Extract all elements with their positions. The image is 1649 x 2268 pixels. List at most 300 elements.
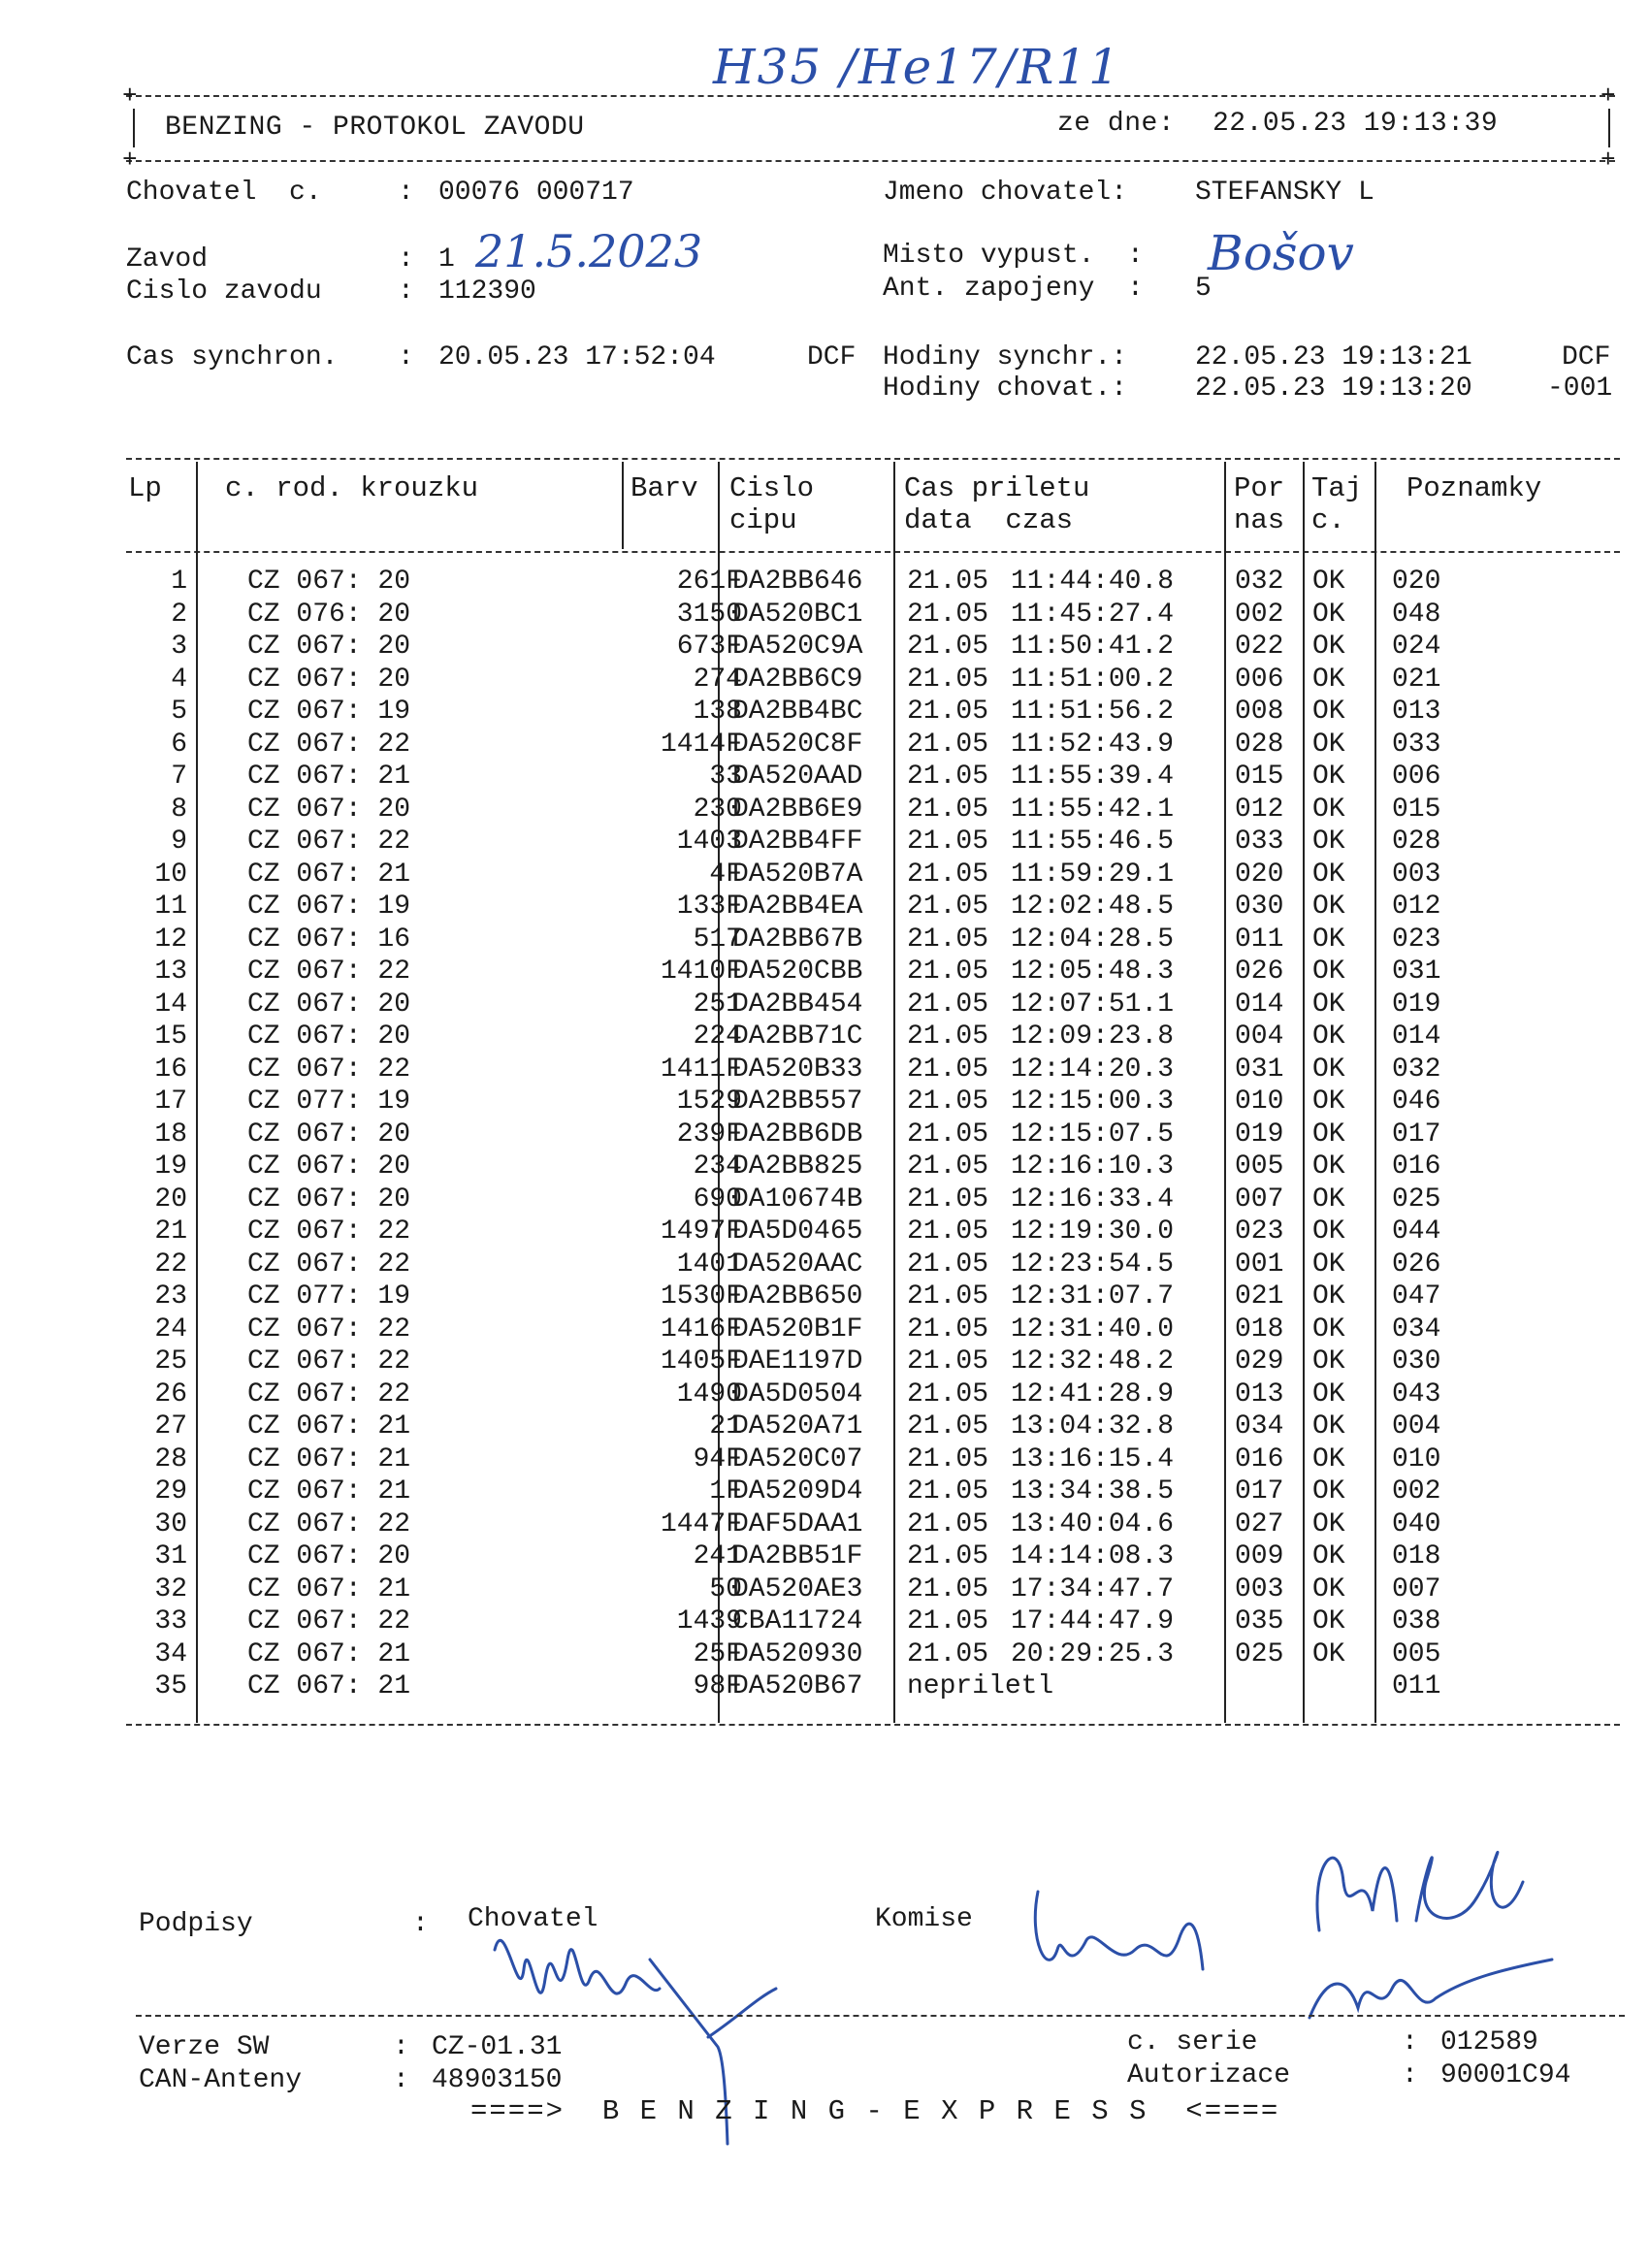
row-secret-check: OK (1312, 891, 1345, 922)
row-country-code: CZ 067: 20 (247, 1151, 411, 1182)
row-arrival-date: 21.05 (907, 1411, 989, 1442)
ant-value: 5 (1195, 274, 1212, 304)
row-order: 026 (1235, 956, 1284, 987)
row-order: 015 (1235, 761, 1284, 792)
table-row: 6 CZ 067: 22 1414F DA520C8F 21.05 028 OK 033 11:52:43.9 (126, 729, 1620, 762)
row-arrival-date: 21.05 (907, 1183, 989, 1215)
header-right-border (1608, 109, 1610, 147)
row-order: 014 (1235, 988, 1284, 1020)
row-lp: 23 (154, 1281, 187, 1312)
row-arrival-time: 13:40:04.6 (1011, 1508, 1175, 1539)
row-note: 031 (1392, 956, 1441, 987)
row-ring-number: 1447F (660, 1508, 742, 1539)
row-arrival-date: 21.05 (907, 1281, 989, 1312)
colon: : (398, 178, 414, 208)
row-lp: 5 (171, 697, 187, 727)
row-arrival-time: 12:15:00.3 (1011, 1086, 1175, 1117)
row-ring-number: 230 (693, 794, 742, 825)
row-ring-number: 241 (693, 1541, 742, 1571)
row-lp: 3 (171, 632, 187, 662)
row-note: 048 (1392, 599, 1441, 630)
row-ring-number: 21 (709, 1411, 742, 1442)
row-country-code: CZ 067: 19 (247, 697, 411, 727)
row-country-code: CZ 067: 21 (247, 761, 411, 792)
row-secret-check: OK (1312, 567, 1345, 597)
row-order: 023 (1235, 1216, 1284, 1247)
row-note: 011 (1392, 1671, 1441, 1701)
row-arrival-date: 21.05 (907, 599, 989, 630)
row-ring-number: 50 (709, 1573, 742, 1604)
row-order: 019 (1235, 1118, 1284, 1150)
table-row: 17 CZ 077: 19 1529 DA2BB557 21.05 010 OK 046 12:15:00.3 (126, 1086, 1620, 1119)
row-order: 013 (1235, 1378, 1284, 1409)
corner-plus: + (1600, 146, 1616, 175)
row-note: 030 (1392, 1346, 1441, 1377)
table-row: 16 CZ 067: 22 1411F DA520B33 21.05 031 OK 032 12:14:20.3 (126, 1054, 1620, 1087)
row-arrival-time: 11:51:56.2 (1011, 697, 1175, 727)
row-arrival-time: 11:55:46.5 (1011, 826, 1175, 857)
row-arrival-date: 21.05 (907, 1476, 989, 1507)
footer-top-border (136, 2015, 1625, 2017)
row-lp: 1 (171, 567, 187, 597)
row-secret-check: OK (1312, 1313, 1345, 1345)
table-row: 4 CZ 067: 20 274 DA2BB6C9 21.05 006 OK 021 11:51:00.2 (126, 664, 1620, 697)
row-country-code: CZ 067: 22 (247, 1053, 411, 1085)
header-chip-1: Cislo (729, 472, 815, 504)
row-ring-number: 1411F (660, 1053, 742, 1085)
row-secret-check: OK (1312, 794, 1345, 825)
row-order: 017 (1235, 1476, 1284, 1507)
row-secret-check: OK (1312, 1378, 1345, 1409)
table-row: 1 CZ 067: 20 261F DA2BB646 21.05 032 OK 020 11:44:40.8 (126, 567, 1620, 599)
row-secret-check: OK (1312, 1573, 1345, 1604)
row-arrival-time: 12:31:07.7 (1011, 1281, 1175, 1312)
table-row: 7 CZ 067: 21 33 DA520AAD 21.05 015 OK 006 11:55:39.4 (126, 761, 1620, 794)
row-country-code: CZ 067: 20 (247, 567, 411, 597)
row-secret-check: OK (1312, 859, 1345, 890)
table-row: 33 CZ 067: 22 1439 CBA11724 21.05 035 OK 038 17:44:47.9 (126, 1606, 1620, 1639)
row-lp: 18 (154, 1118, 187, 1150)
table-row: 15 CZ 067: 20 224 DA2BB71C 21.05 004 OK 014 12:09:23.8 (126, 1021, 1620, 1054)
row-order: 025 (1235, 1638, 1284, 1669)
table-row: 34 CZ 067: 21 25F DA520930 21.05 025 OK 005 20:29:25.3 (126, 1639, 1620, 1672)
row-secret-check: OK (1312, 1216, 1345, 1247)
row-ring-number: 1530F (660, 1281, 742, 1312)
table-row: 20 CZ 067: 20 690 DA10674B 21.05 007 OK 025 12:16:33.4 (126, 1184, 1620, 1217)
row-ring-number: 94F (693, 1443, 742, 1474)
header-cas-2: data czas (904, 504, 1074, 536)
row-note: 020 (1392, 567, 1441, 597)
row-arrival-time: 13:04:32.8 (1011, 1411, 1175, 1442)
row-lp: 19 (154, 1151, 187, 1182)
row-ring-number: 4F (709, 859, 742, 890)
misto-handwritten: Bošov (1208, 225, 1354, 281)
row-arrival-date: 21.05 (907, 923, 989, 955)
row-country-code: CZ 067: 22 (247, 1248, 411, 1280)
row-arrival-time: 12:32:48.2 (1011, 1346, 1175, 1377)
row-country-code: CZ 067: 16 (247, 923, 411, 955)
row-note: 010 (1392, 1443, 1441, 1474)
zavod-value: 1 (438, 244, 455, 275)
row-order: 012 (1235, 794, 1284, 825)
zavod-label: Zavod (126, 244, 209, 275)
row-order: 004 (1235, 1021, 1284, 1052)
row-lp: 7 (171, 761, 187, 792)
row-ring-number: 251 (693, 988, 742, 1020)
row-order: 028 (1235, 729, 1284, 760)
table-row: 2 CZ 076: 20 3150 DA520BC1 21.05 002 OK 048 11:45:27.4 (126, 599, 1620, 632)
row-arrival-time: 12:09:23.8 (1011, 1021, 1175, 1052)
header-cas-1: Cas priletu (904, 472, 1090, 504)
row-order: 001 (1235, 1248, 1284, 1280)
row-lp: 13 (154, 956, 187, 987)
header-left-border (133, 109, 135, 147)
row-secret-check: OK (1312, 1086, 1345, 1117)
row-lp: 15 (154, 1021, 187, 1052)
row-ring-number: 517 (693, 923, 742, 955)
komise-label: Komise (875, 1904, 973, 1934)
row-note: 028 (1392, 826, 1441, 857)
row-arrival-date: 21.05 (907, 632, 989, 662)
table-row: 13 CZ 067: 22 1410F DA520CBB 21.05 026 OK 031 12:05:48.3 (126, 956, 1620, 989)
row-secret-check: OK (1312, 632, 1345, 662)
row-arrival-time: 14:14:08.3 (1011, 1541, 1175, 1571)
row-arrival-date: 21.05 (907, 956, 989, 987)
row-ring-number: 1439 (676, 1606, 742, 1636)
row-country-code: CZ 067: 20 (247, 664, 411, 695)
row-ring-number: 138 (693, 697, 742, 727)
signature-komise-2-drawing (1271, 1824, 1562, 2037)
table-row: 28 CZ 067: 21 94F DA520C07 21.05 016 OK 010 13:16:15.4 (126, 1444, 1620, 1477)
table-row: 18 CZ 067: 20 239F DA2BB6DB 21.05 019 OK 017 12:15:07.5 (126, 1119, 1620, 1152)
row-note: 014 (1392, 1021, 1441, 1052)
row-arrival-date: 21.05 (907, 859, 989, 890)
row-lp: 26 (154, 1378, 187, 1409)
header-poznamky: Poznamky (1406, 472, 1542, 504)
row-arrival-time: 12:04:28.5 (1011, 923, 1175, 955)
cislo-label: Cislo zavodu (126, 276, 322, 307)
colon: : (398, 276, 414, 307)
row-arrival-time: 12:41:28.9 (1011, 1378, 1175, 1409)
row-arrival-time: 17:44:47.9 (1011, 1606, 1175, 1636)
row-arrival-date: 21.05 (907, 1378, 989, 1409)
row-note: 021 (1392, 664, 1441, 695)
row-order: 006 (1235, 664, 1284, 695)
table-row: 14 CZ 067: 20 251 DA2BB454 21.05 014 OK 019 12:07:51.1 (126, 989, 1620, 1022)
row-note: 032 (1392, 1053, 1441, 1085)
corner-plus: + (122, 146, 138, 175)
row-arrival-time: 11:50:41.2 (1011, 632, 1175, 662)
row-order: 035 (1235, 1606, 1284, 1636)
row-country-code: CZ 067: 20 (247, 1183, 411, 1215)
row-ring-number: 673F (676, 632, 742, 662)
row-arrival-date: 21.05 (907, 697, 989, 727)
row-arrival-time: 12:19:30.0 (1011, 1216, 1175, 1247)
row-order: 020 (1235, 859, 1284, 890)
row-country-code: CZ 067: 22 (247, 826, 411, 857)
row-arrival-date: 21.05 (907, 1021, 989, 1052)
row-arrival-time: 11:52:43.9 (1011, 729, 1175, 760)
table-row: 35 CZ 067: 21 98F DA520B67 nepriletl 011 (126, 1671, 1620, 1704)
row-secret-check: OK (1312, 697, 1345, 727)
header-top-border (126, 95, 1615, 97)
row-arrival-date: 21.05 (907, 1151, 989, 1182)
row-arrival-date: 21.05 (907, 1346, 989, 1377)
row-lp: 27 (154, 1411, 187, 1442)
row-lp: 34 (154, 1638, 187, 1669)
row-country-code: CZ 067: 21 (247, 1638, 411, 1669)
row-arrival-date: 21.05 (907, 1313, 989, 1345)
colon: : (412, 1909, 429, 1939)
row-secret-check: OK (1312, 1021, 1345, 1052)
row-arrival-time: 12:02:48.5 (1011, 891, 1175, 922)
row-order: 027 (1235, 1508, 1284, 1539)
row-note: 033 (1392, 729, 1441, 760)
row-country-code: CZ 067: 22 (247, 729, 411, 760)
table-row: 25 CZ 067: 22 1405F DAE1197D 21.05 029 OK 030 12:32:48.2 (126, 1346, 1620, 1379)
row-country-code: CZ 067: 20 (247, 1541, 411, 1571)
table-row: 24 CZ 067: 22 1416F DA520B1F 21.05 018 OK 034 12:31:40.0 (126, 1314, 1620, 1347)
row-arrival-time: 11:59:29.1 (1011, 859, 1175, 890)
row-country-code: CZ 067: 20 (247, 988, 411, 1020)
row-note: 025 (1392, 1183, 1441, 1215)
row-lp: 28 (154, 1443, 187, 1474)
row-arrival-time: 12:07:51.1 (1011, 988, 1175, 1020)
row-note: 038 (1392, 1606, 1441, 1636)
row-lp: 8 (171, 794, 187, 825)
row-secret-check: OK (1312, 1476, 1345, 1507)
row-arrival-date: 21.05 (907, 1248, 989, 1280)
row-secret-check: OK (1312, 599, 1345, 630)
row-order: 021 (1235, 1281, 1284, 1312)
hodiny-chovat-diff: -001 (1547, 373, 1613, 404)
row-secret-check: OK (1312, 1248, 1345, 1280)
row-order: 002 (1235, 599, 1284, 630)
row-lp: 11 (154, 891, 187, 922)
row-arrival-date: nepriletl (907, 1671, 1054, 1701)
row-note: 012 (1392, 891, 1441, 922)
report-date-value: 22.05.23 19:13:39 (1212, 109, 1499, 139)
verze-label: Verze SW (139, 2032, 270, 2062)
table-row: 29 CZ 067: 21 1F DA5209D4 21.05 017 OK 002 13:34:38.5 (126, 1476, 1620, 1509)
header-lp: Lp (128, 472, 162, 504)
header-ring: c. rod. krouzku (225, 472, 479, 504)
row-country-code: CZ 067: 21 (247, 1443, 411, 1474)
row-ring-number: 274 (693, 664, 742, 695)
row-arrival-time: 11:55:39.4 (1011, 761, 1175, 792)
verze-value: CZ-01.31 (432, 2032, 563, 2062)
cas-synchron-source: DCF (807, 342, 857, 373)
colon: : (393, 2065, 409, 2095)
header-bottom-border (126, 160, 1615, 162)
row-note: 003 (1392, 859, 1441, 890)
row-ring-number: 1405F (660, 1346, 742, 1377)
row-arrival-time: 12:16:33.4 (1011, 1183, 1175, 1215)
row-order: 018 (1235, 1313, 1284, 1345)
row-lp: 30 (154, 1508, 187, 1539)
table-row: 10 CZ 067: 21 4F DA520B7A 21.05 020 OK 003 11:59:29.1 (126, 859, 1620, 892)
header-barv: Barv (630, 472, 698, 504)
jmeno-label: Jmeno chovatel: (883, 178, 1128, 208)
header-por-2: nas (1234, 504, 1285, 536)
hodiny-synchr-value: 22.05.23 19:13:21 (1195, 342, 1472, 373)
cas-synchron-value: 20.05.23 17:52:04 (438, 342, 716, 373)
row-ring-number: 33 (709, 761, 742, 792)
row-country-code: CZ 067: 22 (247, 1378, 411, 1409)
row-order: 008 (1235, 697, 1284, 727)
row-arrival-date: 21.05 (907, 1086, 989, 1117)
row-order: 003 (1235, 1573, 1284, 1604)
signature-komise-1-drawing (1018, 1882, 1271, 2008)
row-arrival-time: 20:29:25.3 (1011, 1638, 1175, 1669)
row-note: 024 (1392, 632, 1441, 662)
row-arrival-time: 13:34:38.5 (1011, 1476, 1175, 1507)
row-order: 016 (1235, 1443, 1284, 1474)
table-bottom-border (126, 1724, 1620, 1726)
row-arrival-date: 21.05 (907, 1216, 989, 1247)
row-arrival-date: 21.05 (907, 1541, 989, 1571)
row-order: 005 (1235, 1151, 1284, 1182)
table-row: 5 CZ 067: 19 138 DA2BB4BC 21.05 008 OK 013 11:51:56.2 (126, 697, 1620, 729)
row-note: 026 (1392, 1248, 1441, 1280)
row-secret-check: OK (1312, 761, 1345, 792)
document-title: BENZING - PROTOKOL ZAVODU (165, 113, 585, 143)
row-country-code: CZ 067: 22 (247, 1346, 411, 1377)
row-secret-check: OK (1312, 664, 1345, 695)
can-value: 48903150 (432, 2065, 563, 2095)
row-ring-number: 1410F (660, 956, 742, 987)
row-lp: 31 (154, 1541, 187, 1571)
row-country-code: CZ 067: 19 (247, 891, 411, 922)
table-row: 8 CZ 067: 20 230 DA2BB6E9 21.05 012 OK 015 11:55:42.1 (126, 794, 1620, 827)
row-note: 005 (1392, 1638, 1441, 1669)
row-order: 033 (1235, 826, 1284, 857)
row-country-code: CZ 067: 20 (247, 794, 411, 825)
header-por-1: Por (1234, 472, 1285, 504)
row-arrival-time: 11:51:00.2 (1011, 664, 1175, 695)
row-lp: 21 (154, 1216, 187, 1247)
row-arrival-date: 21.05 (907, 729, 989, 760)
row-country-code: CZ 076: 20 (247, 599, 411, 630)
table-row: 32 CZ 067: 21 50 DA520AE3 21.05 003 OK 007 17:34:47.7 (126, 1574, 1620, 1607)
table-row: 30 CZ 067: 22 1447F DAF5DAA1 21.05 027 OK 040 13:40:04.6 (126, 1509, 1620, 1542)
handwritten-annotation: H35 /He17/R11 (713, 39, 1121, 95)
row-note: 019 (1392, 988, 1441, 1020)
header-chip-2: cipu (729, 504, 797, 536)
row-secret-check: OK (1312, 1541, 1345, 1571)
row-secret-check: OK (1312, 1411, 1345, 1442)
row-secret-check: OK (1312, 1151, 1345, 1182)
row-country-code: CZ 067: 22 (247, 1313, 411, 1345)
row-arrival-time: 12:16:10.3 (1011, 1151, 1175, 1182)
row-lp: 10 (154, 859, 187, 890)
row-order: 011 (1235, 923, 1284, 955)
corner-plus: + (1600, 81, 1616, 111)
row-arrival-date: 21.05 (907, 567, 989, 597)
misto-label: Misto vypust. : (883, 241, 1144, 271)
row-note: 018 (1392, 1541, 1441, 1571)
row-lp: 14 (154, 988, 187, 1020)
row-note: 023 (1392, 923, 1441, 955)
row-ring-number: 224 (693, 1021, 742, 1052)
row-ring-number: 1490 (676, 1378, 742, 1409)
row-country-code: CZ 077: 19 (247, 1281, 411, 1312)
can-label: CAN-Anteny (139, 2065, 303, 2095)
row-ring-number: 234 (693, 1151, 742, 1182)
autorizace-label: Autorizace (1127, 2060, 1291, 2090)
table-row: 26 CZ 067: 22 1490 DA5D0504 21.05 013 OK 043 12:41:28.9 (126, 1379, 1620, 1412)
autorizace-value: 90001C94 (1440, 2060, 1571, 2090)
row-arrival-date: 21.05 (907, 891, 989, 922)
jmeno-value: STEFANSKY L (1195, 178, 1374, 208)
hodiny-synchr-label: Hodiny synchr.: (883, 342, 1128, 373)
row-secret-check: OK (1312, 1443, 1345, 1474)
row-lp: 16 (154, 1053, 187, 1085)
chovatel-label: Chovatel c. (126, 178, 322, 208)
row-country-code: CZ 067: 20 (247, 632, 411, 662)
row-note: 044 (1392, 1216, 1441, 1247)
row-note: 015 (1392, 794, 1441, 825)
row-note: 016 (1392, 1151, 1441, 1182)
report-date-label: ze dne: (1057, 109, 1176, 139)
row-ring-number: 1416F (660, 1313, 742, 1345)
row-secret-check: OK (1312, 1183, 1345, 1215)
zavod-handwritten-date: 21.5.2023 (475, 225, 703, 277)
row-note: 047 (1392, 1281, 1441, 1312)
table-row: 3 CZ 067: 20 673F DA520C9A 21.05 022 OK 024 11:50:41.2 (126, 632, 1620, 664)
row-secret-check: OK (1312, 826, 1345, 857)
row-arrival-time: 12:05:48.3 (1011, 956, 1175, 987)
row-order: 022 (1235, 632, 1284, 662)
serie-label: c. serie (1127, 2027, 1258, 2057)
colon: : (393, 2032, 409, 2062)
row-order: 030 (1235, 891, 1284, 922)
header-taj-1: Taj (1311, 472, 1363, 504)
row-lp: 6 (171, 729, 187, 760)
row-ring-number: 1529 (676, 1086, 742, 1117)
cislo-value: 112390 (438, 276, 536, 307)
row-ring-number: 1403 (676, 826, 742, 857)
table-row: 21 CZ 067: 22 1497F DA5D0465 21.05 023 OK 044 12:19:30.0 (126, 1216, 1620, 1249)
row-lp: 35 (154, 1671, 187, 1701)
row-arrival-time: 11:45:27.4 (1011, 599, 1175, 630)
table-row: 9 CZ 067: 22 1403 DA2BB4FF 21.05 033 OK 028 11:55:46.5 (126, 826, 1620, 859)
row-arrival-time: 12:31:40.0 (1011, 1313, 1175, 1345)
row-arrival-date: 21.05 (907, 664, 989, 695)
row-note: 034 (1392, 1313, 1441, 1345)
row-arrival-date: 21.05 (907, 1606, 989, 1636)
row-lp: 9 (171, 826, 187, 857)
row-order: 007 (1235, 1183, 1284, 1215)
row-country-code: CZ 067: 20 (247, 1021, 411, 1052)
row-note: 004 (1392, 1411, 1441, 1442)
row-ring-number: 1401 (676, 1248, 742, 1280)
col-sep-ring (622, 462, 624, 549)
table-row: 22 CZ 067: 22 1401 DA520AAC 21.05 001 OK 026 12:23:54.5 (126, 1249, 1620, 1282)
row-ring-number: 98F (693, 1671, 742, 1701)
row-order: 032 (1235, 567, 1284, 597)
row-country-code: CZ 067: 21 (247, 1573, 411, 1604)
row-note: 006 (1392, 761, 1441, 792)
row-note: 040 (1392, 1508, 1441, 1539)
row-country-code: CZ 067: 21 (247, 1476, 411, 1507)
row-note: 002 (1392, 1476, 1441, 1507)
row-country-code: CZ 077: 19 (247, 1086, 411, 1117)
row-lp: 2 (171, 599, 187, 630)
row-country-code: CZ 067: 20 (247, 1118, 411, 1150)
row-order: 031 (1235, 1053, 1284, 1085)
hodiny-synchr-source: DCF (1562, 342, 1611, 373)
